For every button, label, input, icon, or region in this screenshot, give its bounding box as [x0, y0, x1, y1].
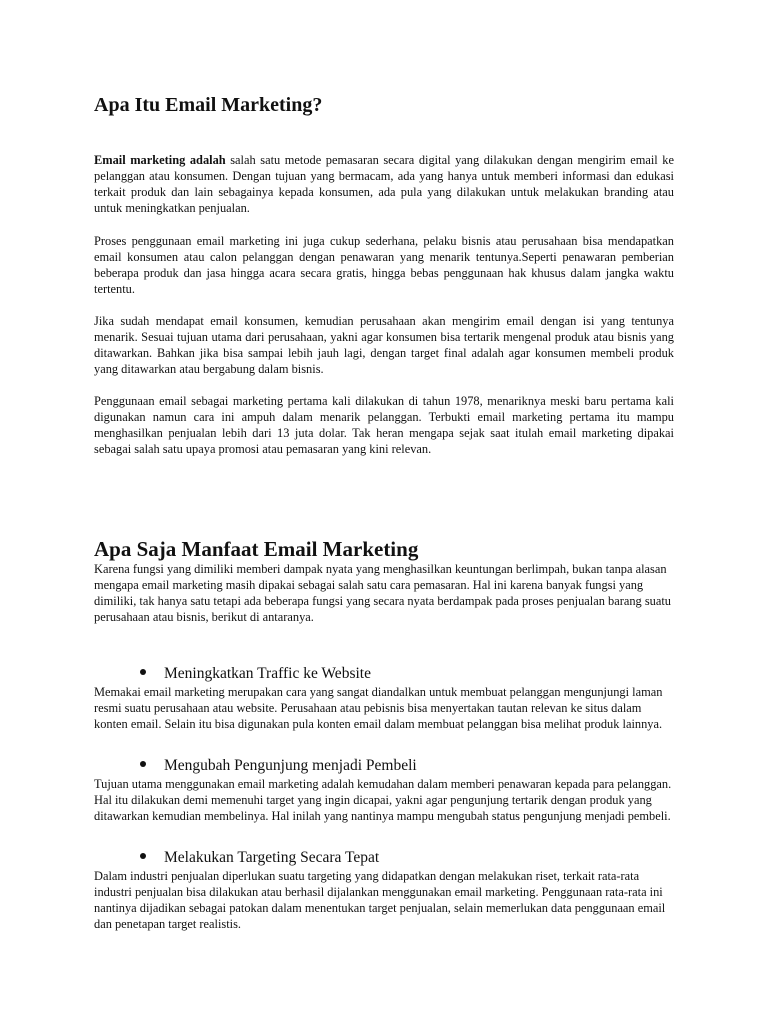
paragraph-history: Penggunaan email sebagai marketing pertama kali dilakukan di tahun 1978, menariknya meski baru pertama kali digunakan namun cara ini ampuh dalam menarik pelanggan. Terbukti email marketing pertama itu mampu menghasilkan penjualan lebih dari 13 juta dolar. Tak heran mengapa sejak saat itulah email marketing dipakai sebagai salah satu upaya promosi atau pemasaran yang kini relevan. [94, 394, 674, 456]
paragraph-sending: Jika sudah mendapat email konsumen, kemudian perusahaan akan mengirim email dengan isi yang tentunya menarik. Sesuai tujuan utama dari perusahaan, yakni agar konsumen bisa tertarik mengenal produk atau bisnis yang ditawarkan. Bahkan jika bisa sampai lebih jauh lagi, dengan target final adalah agar konsumen membeli produk yang ditawarkan atau bergabung dalam bisnis. [94, 314, 674, 376]
list-item [140, 664, 371, 684]
benefit-body: Memakai email marketing merupakan cara yang sangat diandalkan untuk membuat pelanggan mengunjungi laman resmi suatu perusahaan atau website. Perusahaan atau pebisnis bisa menyertakan tautan relevan ke situs dalam konten email. Selain itu bisa digunakan pula konten email dalam membuat pelanggan bisa melihat produk lainnya. [94, 685, 663, 731]
paragraph-benefits-intro: Karena fungsi yang dimiliki memberi dampak nyata yang menghasilkan keuntungan berlimpah, bukan tanpa alasan mengapa email marketing masih dipakai sebagai salah satu cara pemasaran. Hal ini karena banyak fungsi yang dimiliki, tak hanya satu tetapi ada beberapa fungsi yang secara nyata berdampak pada proses penjualan barang suatu perusahaan atau bisnis, berikut di antaranya. [94, 562, 671, 624]
benefit-body: Tujuan utama menggunakan email marketing adalah kemudahan dalam memberi penawaran kepada para pelanggan. Hal itu dilakukan demi memenuhi target yang ingin dicapai, yakni agar pengunjung tertarik dengan produk yang ditawarkan kemudian membelinya. Hal inilah yang nantinya mampu mengubah status pengunjung menjadi pembeli. [94, 777, 672, 823]
paragraph-definition [94, 152, 674, 216]
benefit-heading: Melakukan Targeting Secara Tepat [164, 849, 380, 866]
definition-body: salah satu metode pemasaran secara digital yang dilakukan dengan mengirim email ke pelanggan atau konsumen. Dengan tujuan yang bermacam, ada yang hanya untuk memberi informasi dan edukasi terkait produk dan lain sebagainya kepada konsumen, ada pula yang dilakukan untuk melakukan branding atau untuk meningkatkan penjualan. [94, 153, 675, 215]
section-title-benefits: Apa Saja Manfaat Email Marketing [94, 537, 419, 561]
list-item [140, 848, 379, 868]
benefit-heading: Meningkatkan Traffic ke Website [164, 665, 371, 682]
list-item [140, 756, 417, 776]
benefit-heading: Mengubah Pengunjung menjadi Pembeli [164, 757, 417, 774]
bullet-icon [140, 853, 146, 859]
bullet-icon [140, 761, 146, 767]
benefit-body: Dalam industri penjualan diperlukan suatu targeting yang didapatkan dengan melakukan riset, terkait rata-rata industri penjualan bisa dilakukan atau berhasil dijalankan menggunakan email marketing. Penggunaan rata-rata ini nantinya dijadikan sebagai patokan dalam menentukan target penjualan, selain memerlukan data penggunaan email dan penetapan target realistis. [94, 869, 666, 931]
bullet-icon [140, 669, 146, 675]
section-title-email-marketing: Apa Itu Email Marketing? [94, 94, 323, 116]
definition-lead: Email marketing adalah [94, 153, 226, 167]
paragraph-process: Proses penggunaan email marketing ini juga cukup sederhana, pelaku bisnis atau perusahaan bisa mendapatkan email konsumen atau calon pelanggan dengan penawaran yang menarik tentunya.Seperti penawaran pemberian beberapa produk dan jasa hingga acara secara gratis, hingga bebas penggunaan hak khusus dalam jangka waktu tertentu. [94, 234, 674, 296]
